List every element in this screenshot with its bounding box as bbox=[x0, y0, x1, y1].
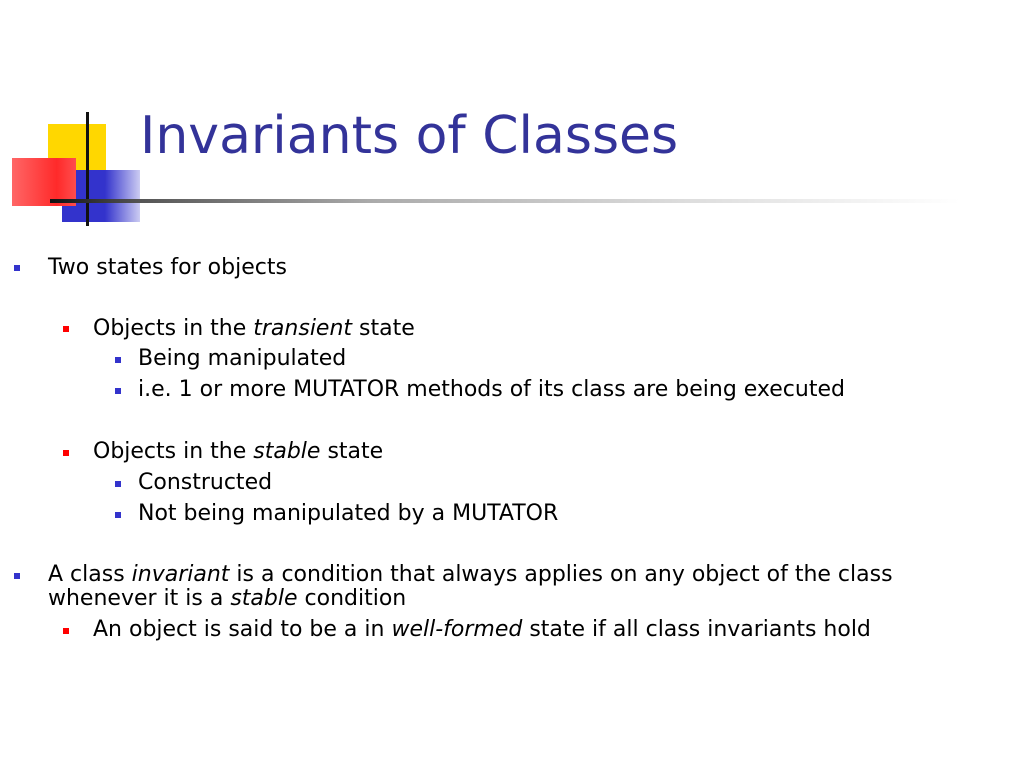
bullet-level3-icon bbox=[115, 512, 121, 518]
bullet-class-invariant: A class invariant is a condition that always applies on any object of the class bbox=[48, 562, 893, 587]
title-logo-graphic bbox=[0, 0, 140, 230]
bullet-transient-state: Objects in the transient state bbox=[93, 316, 415, 341]
bullet-level1-icon bbox=[14, 573, 20, 579]
bullet-level1-icon bbox=[14, 265, 20, 271]
title-underline-rule bbox=[50, 199, 960, 203]
bullet-constructed: Constructed bbox=[138, 470, 273, 495]
bullet-level2-icon bbox=[63, 628, 69, 634]
bullet-level3-icon bbox=[115, 388, 121, 394]
bullet-level3-icon bbox=[115, 481, 121, 487]
bullet-level2-icon bbox=[63, 450, 69, 456]
logo-vertical-line bbox=[86, 112, 89, 226]
bullet-not-manipulated: Not being manipulated by a MUTATOR bbox=[138, 501, 559, 526]
bullet-being-manipulated: Being manipulated bbox=[138, 346, 347, 371]
bullet-level2-icon bbox=[63, 326, 69, 332]
bullet-level3-icon bbox=[115, 357, 121, 363]
bullet-stable-state: Objects in the stable state bbox=[93, 439, 384, 464]
bullet-mutator-methods: i.e. 1 or more MUTATOR methods of its class are being executed bbox=[138, 377, 845, 402]
bullet-two-states: Two states for objects bbox=[48, 255, 287, 280]
slide-title: Invariants of Classes bbox=[140, 106, 679, 166]
bullet-well-formed: An object is said to be a in well-formed state if all class invariants hold bbox=[93, 617, 871, 642]
bullet-class-invariant-cont: whenever it is a stable condition bbox=[48, 586, 407, 611]
